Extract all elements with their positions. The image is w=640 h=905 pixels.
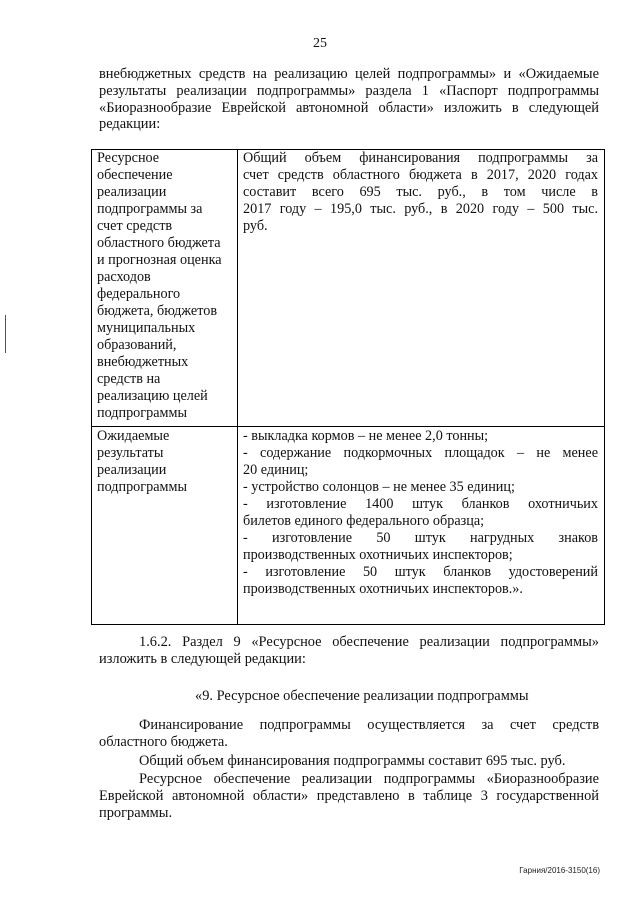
content-line: Общий объем финансирования подпрограммы за — [243, 150, 598, 166]
content-line: - выкладка кормов – не менее 2,0 тонны; — [243, 428, 489, 444]
label-line: образований, — [97, 337, 177, 353]
content-line: составит всего 695 тыс. руб., в том числе в — [243, 184, 598, 200]
row-content-results — [243, 428, 598, 598]
content-line: билетов единого федерального образца; — [243, 513, 485, 529]
document-code: Гарния/2016-3150(16) — [519, 866, 600, 875]
resource-line: программы. — [99, 804, 173, 821]
resource-paragraph — [99, 771, 599, 821]
section-line: 1.6.2. Раздел 9 «Ресурсное обеспечение реализации подпрограммы» — [139, 634, 599, 650]
resource-line: Еврейской автономной области» представлено в таблице 3 государственной — [99, 787, 599, 804]
financing-paragraph — [99, 717, 599, 751]
label-line: областного бюджета — [97, 235, 221, 251]
intro-line: внебюджетных средств на реализацию целей подпрограммы» и «Ожидаемые — [99, 66, 599, 82]
label-line: муниципальных — [97, 320, 196, 336]
heading-text: «9. Ресурсное обеспечение реализации подпрограммы — [195, 688, 529, 704]
content-line: 2017 году – 195,0 тыс. руб., в 2020 году – 500 тыс. — [243, 201, 598, 217]
label-line: бюджета, бюджетов — [97, 303, 218, 319]
margin-mark — [5, 315, 6, 353]
page-number: 25 — [313, 36, 327, 51]
label-line: счет средств — [97, 218, 173, 234]
total-paragraph — [99, 753, 599, 770]
row-content-resources — [243, 150, 598, 235]
content-line: руб. — [243, 218, 268, 234]
label-line: реализации — [97, 184, 167, 200]
label-line: обеспечение — [97, 167, 173, 183]
label-line: результаты — [97, 445, 164, 461]
content-line: счет средств областного бюджета в 2017, 2020 годах — [243, 167, 598, 183]
financing-line: Финансирование подпрограммы осуществляется за счет средств — [139, 717, 599, 733]
content-line: - изготовление 1400 штук бланков охотничьих — [243, 496, 598, 512]
label-line: расходов — [97, 269, 151, 285]
content-line: 20 единиц; — [243, 462, 309, 478]
financing-line: областного бюджета. — [99, 733, 228, 750]
label-line: и прогнозная оценка — [97, 252, 222, 268]
section-heading — [99, 688, 599, 705]
row-label-results — [97, 428, 235, 496]
content-line: - изготовление 50 штук бланков удостоверений — [243, 564, 598, 580]
intro-line: «Биоразнообразие Еврейской автономной области» изложить в следующей — [99, 99, 599, 116]
section-line: изложить в следующей редакции: — [99, 650, 306, 667]
intro-paragraph — [99, 66, 599, 133]
label-line: подпрограммы за — [97, 201, 203, 217]
resource-line: Ресурсное обеспечение реализации подпрограммы «Биоразнообразие — [139, 771, 599, 787]
content-line: - устройство солонцов – не менее 35 единиц; — [243, 479, 515, 495]
label-line: внебюджетных — [97, 354, 189, 370]
label-line: подпрограммы — [97, 405, 187, 421]
section-paragraph — [99, 634, 599, 668]
content-line: производственных охотничьих инспекторов.». — [243, 581, 523, 597]
intro-line: редакции: — [99, 116, 161, 133]
label-line: Ожидаемые — [97, 428, 170, 444]
label-line: реализации — [97, 462, 167, 478]
label-line: федерального — [97, 286, 181, 302]
passport-table — [91, 149, 605, 625]
row-label-resources — [97, 150, 235, 422]
label-line: Ресурсное — [97, 150, 160, 166]
content-line: - изготовление 50 штук нагрудных знаков — [243, 530, 598, 546]
content-line: производственных охотничьих инспекторов; — [243, 547, 513, 563]
label-line: реализацию целей — [97, 388, 208, 404]
content-line: - содержание подкормочных площадок – не менее — [243, 445, 598, 461]
column-divider — [237, 149, 238, 625]
label-line: средств на — [97, 371, 161, 387]
row-divider — [91, 426, 605, 427]
intro-line: результаты реализации подпрограммы» раздела 1 «Паспорт подпрограммы — [99, 82, 599, 99]
label-line: подпрограммы — [97, 479, 187, 495]
total-line: Общий объем финансирования подпрограммы составит 695 тыс. руб. — [139, 753, 566, 769]
